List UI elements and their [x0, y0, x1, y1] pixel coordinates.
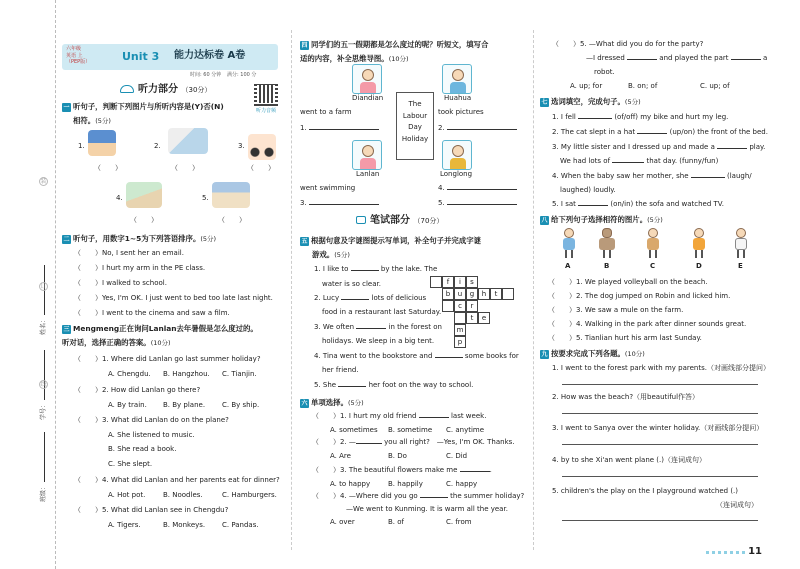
given-answer: went to a farm: [300, 108, 352, 116]
question-1-heading: 一 听句子，判断下列图片与所听内容是(Y)否(N): [63, 102, 224, 111]
q7-item: 2. The cat slept in a hat (up/on) the front of the bed.: [552, 128, 768, 136]
given-answer: took pictures: [438, 108, 484, 116]
q8-item: （ ）4. Walking in the park after dinner sounds great.: [548, 320, 747, 328]
option[interactable]: B. She read a book.: [108, 445, 177, 453]
question-6-heading: 六 单项选择。(5分): [301, 398, 364, 407]
grade-label: 六年级 英语 上 （PEP版）: [66, 46, 91, 65]
question-3-heading: 三 Mengmeng正在询问Lanlan去年暑假是怎么度过的。: [63, 324, 258, 333]
crossword-cell[interactable]: b: [442, 288, 454, 300]
option[interactable]: A. to happy: [330, 480, 371, 488]
picture-letter: E: [738, 262, 743, 270]
q6-question: （ ）5. —What did you do for the party?: [552, 40, 704, 48]
option[interactable]: C. from: [446, 518, 472, 526]
crossword-cell[interactable]: [502, 288, 514, 300]
page-title: 能力达标卷 A卷: [174, 50, 246, 61]
crossword-cell[interactable]: r: [466, 300, 478, 312]
option[interactable]: C. Tianjin.: [222, 370, 257, 378]
blank-3[interactable]: 3.: [300, 199, 379, 208]
picture-letter: A: [565, 262, 571, 270]
margin-mark: 订: [40, 283, 47, 290]
q5-line: holidays. We sleep in a big tent.: [322, 337, 435, 345]
q3-question: （ ）2. How did Lanlan go there?: [74, 386, 201, 394]
q5-line: 4. Tina went to the bookstore and some books for: [314, 352, 519, 360]
question-7-heading: 七 选词填空，完成句子。(5分): [541, 97, 641, 106]
q5-line: her friend.: [322, 366, 359, 374]
person-name: Longlong: [440, 170, 473, 178]
q5-line: 5. She her foot on the way to school.: [314, 381, 474, 389]
page-decoration: [706, 551, 746, 554]
studying-picture: [168, 128, 208, 154]
boy-picture: [88, 130, 116, 156]
option[interactable]: B. sometime: [388, 426, 433, 434]
q5-line: 1. I like to by the lake. The: [314, 265, 438, 273]
question-4-heading: 四 同学们的五一假期都是怎么度过的呢？听短文，填写合: [301, 40, 489, 49]
listening-heading: 听力部分 （30分）: [120, 84, 211, 97]
headphone-icon: [120, 85, 134, 93]
q7-item: 3. My little sister and I dressed up and made a play.: [552, 143, 766, 151]
margin-mark: 线: [40, 381, 47, 388]
option[interactable]: B. Hangzhou.: [163, 370, 210, 378]
answer-line[interactable]: [562, 444, 758, 445]
pic-label: 3.: [238, 142, 245, 150]
crossword-cell[interactable]: u: [454, 288, 466, 300]
crossword-cell[interactable]: [454, 312, 466, 324]
qr-code-icon[interactable]: [254, 82, 278, 106]
q7-item: 1. I fell (of/off) my bike and hurt my leg.: [552, 113, 729, 121]
title-banner: [62, 44, 278, 70]
blank-4[interactable]: 4.: [438, 184, 517, 193]
crossword-cell[interactable]: [442, 300, 454, 312]
picture-letter: D: [696, 262, 702, 270]
longlong-avatar: [442, 140, 472, 170]
question-4-heading-2: 适的内容，补全思维导图。(10分): [300, 54, 409, 63]
crossword-cell[interactable]: c: [454, 300, 466, 312]
restaurant-picture: [212, 182, 250, 208]
answer-paren[interactable]: （ ）: [94, 164, 122, 172]
q2-item: （ ）I walked to school.: [74, 279, 167, 287]
q2-item: （ ）No, I sent her an email.: [74, 249, 184, 257]
option[interactable]: B. Monkeys.: [163, 521, 206, 529]
crossword-cell[interactable]: e: [478, 312, 490, 324]
q2-item: （ ）I went to the cinema and saw a film.: [74, 309, 230, 317]
q7-item: We had lots of that day. (funny/fun): [560, 157, 719, 165]
question-9-heading: 九 按要求完成下列各题。(10分): [541, 349, 645, 358]
crossword-cell[interactable]: f: [442, 276, 454, 288]
option[interactable]: A. sometimes: [330, 426, 378, 434]
pic-label: 2.: [154, 142, 161, 150]
q5-line: 3. We often in the forest on: [314, 323, 442, 331]
camping-picture: [126, 182, 162, 208]
question-3-heading-2: 听对话，选择正确的答案。(10分): [62, 338, 171, 347]
q3-question: （ ）4. What did Lanlan and her parents eat for dinner?: [74, 476, 280, 484]
option[interactable]: B. By plane.: [163, 401, 206, 409]
answer-paren[interactable]: （ ）: [171, 164, 199, 172]
q9-item: 5. children's the play on the I playground watched (.): [552, 487, 739, 495]
option[interactable]: C. happy: [446, 480, 478, 488]
q6-question-line2: —I dressed and played the part a: [586, 54, 768, 62]
qr-caption: 听力音频: [256, 108, 277, 114]
option[interactable]: B. happily: [388, 480, 423, 488]
q6-question: （ ）4. —Where did you go the summer holiday?: [312, 492, 525, 500]
blank-5[interactable]: 5.: [438, 199, 517, 208]
diandian-avatar: [352, 64, 382, 94]
crossword-cell[interactable]: h: [478, 288, 490, 300]
q9-item: 1. I went to the forest park with my parents.（对画线部分提问）: [552, 364, 770, 372]
q7-item: 4. When the baby saw her mother, she (laugh/: [552, 172, 752, 180]
boy-waving-picture: [558, 228, 580, 258]
option[interactable]: C. Pandas.: [222, 521, 259, 529]
option[interactable]: A. She listened to music.: [108, 431, 195, 439]
option[interactable]: C. Did: [446, 452, 468, 460]
hurt-arm-picture: [730, 228, 752, 258]
blank-1[interactable]: 1.: [300, 124, 379, 133]
option[interactable]: A. Hot pot.: [108, 491, 146, 499]
crossword-cell[interactable]: p: [454, 336, 466, 348]
q3-question: （ ）3. What did Lanlan do on the plane?: [74, 416, 229, 424]
picture-letter: B: [604, 262, 610, 270]
option[interactable]: B. Do: [388, 452, 407, 460]
mind-map-center: The Labour Day Holiday: [396, 92, 434, 160]
option[interactable]: C. anytime: [446, 426, 485, 434]
pic-label: 4.: [116, 194, 123, 202]
option[interactable]: A. up; for: [570, 82, 603, 90]
q7-item: laughed) loudly.: [560, 186, 616, 194]
person-name: Diandian: [352, 94, 384, 102]
q6-question-line3: robot.: [594, 68, 615, 76]
person-name: Huahua: [444, 94, 472, 102]
q5-line: 2. Lucy lots of delicious: [314, 294, 427, 302]
answer-paren[interactable]: （ ）: [247, 164, 275, 172]
unit-label: Unit 3: [122, 50, 160, 63]
lanlan-avatar: [352, 140, 382, 170]
answer-paren[interactable]: （ ）: [218, 216, 246, 224]
crossword-cell[interactable]: g: [466, 288, 478, 300]
crossword-cell[interactable]: [430, 276, 442, 288]
q3-question: （ ）5. What did Lanlan see in Chengdu?: [74, 506, 229, 514]
answer-line[interactable]: [562, 413, 758, 414]
page-number: 11: [748, 545, 762, 557]
question-1-heading-2: 相符。(5分): [73, 116, 111, 125]
q8-item: （ ）1. We played volleyball on the beach.: [548, 278, 708, 286]
q8-item: （ ）3. We saw a mule on the farm.: [548, 306, 684, 314]
q7-item: 5. I sat (on/in) the sofa and watched TV.: [552, 200, 724, 208]
answer-line[interactable]: [562, 520, 758, 521]
crossword-cell[interactable]: t: [466, 312, 478, 324]
picture-letter: C: [650, 262, 656, 270]
q9-item: 2. How was the beach?（用beautiful作答）: [552, 393, 700, 401]
q8-item: （ ）2. The dog jumped on Robin and licked him.: [548, 292, 731, 300]
pencil-icon: [356, 216, 366, 224]
option[interactable]: B. on; of: [628, 82, 658, 90]
option[interactable]: B. of: [388, 518, 404, 526]
pic-label: 5.: [202, 194, 209, 202]
answer-line[interactable]: [562, 476, 758, 477]
margin-mark: 装: [40, 178, 47, 185]
bike-picture: [248, 134, 276, 160]
option[interactable]: A. Chengdu.: [108, 370, 151, 378]
column-divider: [291, 30, 292, 550]
answer-paren[interactable]: （ ）: [130, 216, 158, 224]
q5-line: food in a restaurant last Saturday.: [322, 308, 442, 316]
question-8-heading: 八 给下列句子选择相符的图片。(5分): [541, 215, 663, 224]
class-field: 班级：: [40, 432, 48, 502]
blank-2[interactable]: 2.: [438, 124, 517, 133]
option[interactable]: A. Tigers.: [108, 521, 141, 529]
column-divider: [533, 30, 534, 550]
number-field: 学号：: [40, 350, 48, 420]
crossword-cell[interactable]: t: [490, 288, 502, 300]
writing-heading: 笔试部分 （70分）: [356, 215, 443, 228]
answer-line[interactable]: [562, 384, 758, 385]
given-answer: went swimming: [300, 184, 356, 192]
crossword-cell[interactable]: s: [466, 276, 478, 288]
option[interactable]: C. She slept.: [108, 460, 153, 468]
pic-label: 1.: [78, 142, 85, 150]
q5-line: water is so clear.: [322, 280, 381, 288]
option[interactable]: C. Hamburgers.: [222, 491, 277, 499]
q2-item: （ ）Yes, I'm OK. I just went to bed too late last night.: [74, 294, 273, 302]
exam-time: 时间: 60 分钟: [190, 72, 222, 78]
q6-question: （ ）2. — you all right? —Yes, I'm OK. Thanks.: [312, 438, 515, 446]
person-name: Lanlan: [356, 170, 380, 178]
q8-item: （ ）5. Tianlian hurt his arm last Sunday.: [548, 334, 702, 342]
crossword-cell[interactable]: m: [454, 324, 466, 336]
mule-picture: [596, 228, 618, 258]
q9-item: 4. by to she Xi'an went plane (.)（连词成句）: [552, 456, 706, 464]
question-2-heading: 二 听句子，用数字1~5为下列答语排序。(5分): [63, 234, 217, 243]
option[interactable]: C. up; of: [700, 82, 730, 90]
q9-item: （连词成句）: [716, 501, 758, 509]
option[interactable]: B. Noodles.: [163, 491, 203, 499]
option[interactable]: C. By ship.: [222, 401, 260, 409]
q3-question: （ ）1. Where did Lanlan go last summer holiday?: [74, 355, 261, 363]
crossword-cell[interactable]: i: [454, 276, 466, 288]
q9-item: 3. I went to Sanya over the winter holiday.（对画线部分提问）: [552, 424, 764, 432]
option[interactable]: A. over: [330, 518, 355, 526]
binding-margin: [0, 0, 56, 569]
q6-question-line2: —We went to Kunming. It is warm all the year.: [346, 505, 508, 513]
question-5-heading-2: 游戏。(5分): [312, 250, 350, 259]
exam-score: 满分: 100 分: [227, 72, 257, 78]
option[interactable]: A. By train.: [108, 401, 147, 409]
name-field: 姓名：: [40, 265, 48, 335]
option[interactable]: A. Are: [330, 452, 351, 460]
question-5-heading: 五 根据句意及字谜图提示写单词，补全句子并完成字谜: [301, 236, 481, 245]
q6-question: （ ）3. The beautiful flowers make me .: [312, 466, 492, 474]
q6-question: （ ）1. I hurt my old friend last week.: [312, 412, 487, 420]
dog-boy-picture: [642, 228, 664, 258]
huahua-avatar: [442, 64, 472, 94]
volleyball-picture: [688, 228, 710, 258]
q2-item: （ ）I hurt my arm in the PE class.: [74, 264, 206, 272]
